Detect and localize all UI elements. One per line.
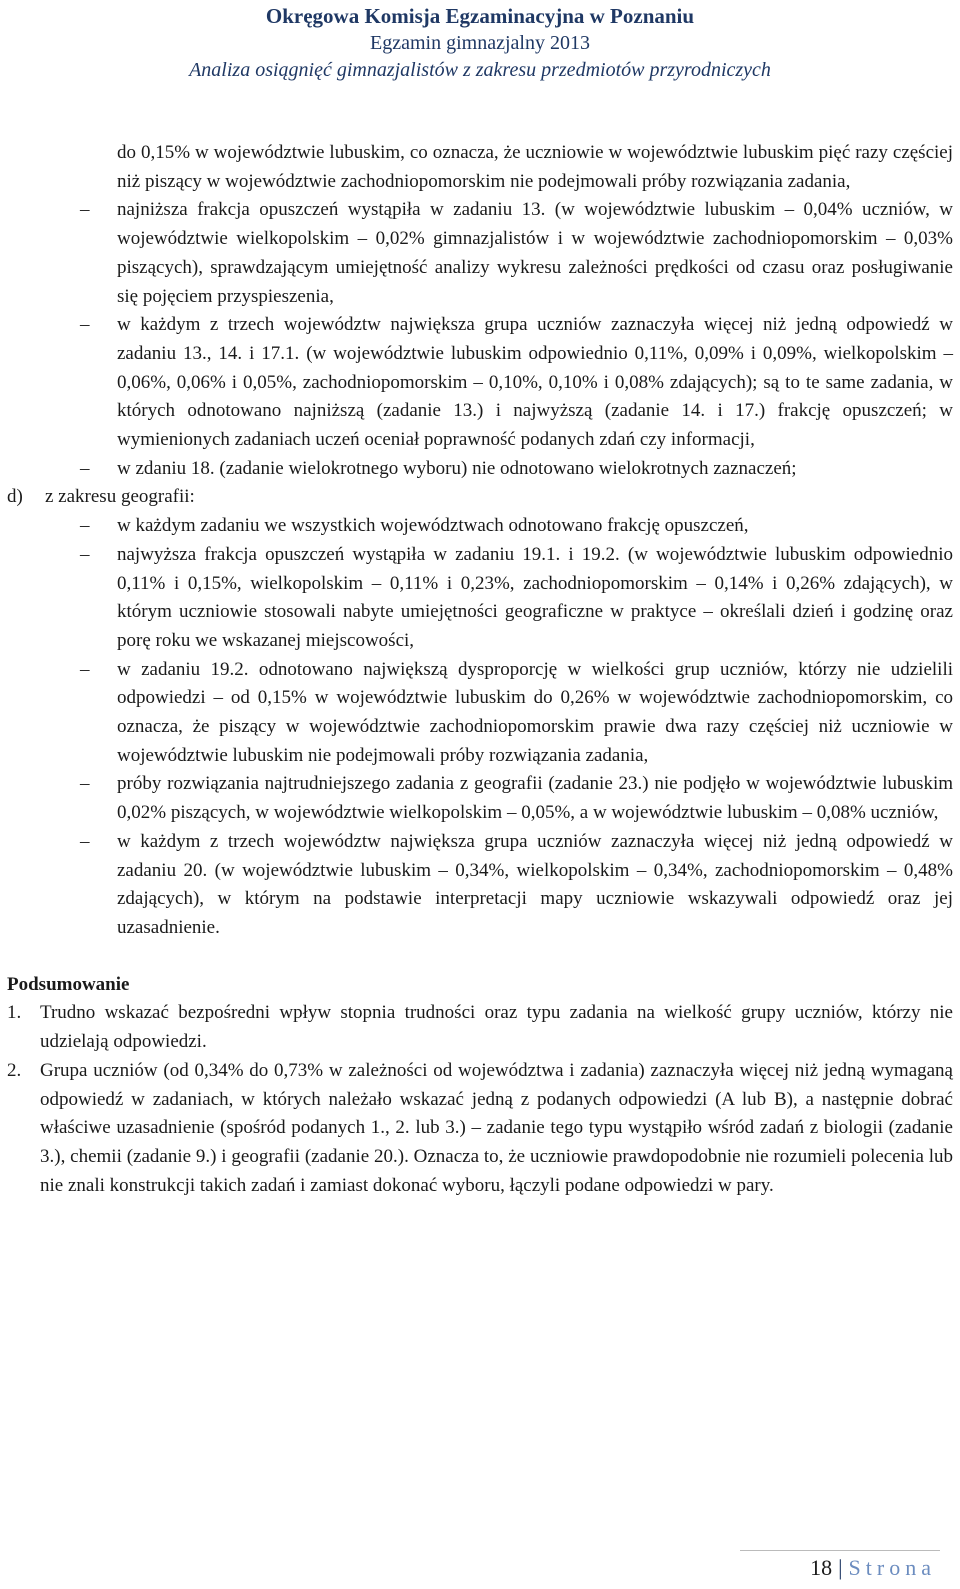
footer-divider xyxy=(740,1550,940,1551)
summary-item-number: 1. xyxy=(7,1002,22,1024)
list-item-text: w każdym zadaniu we wszystkich województwach odnotowano frakcję opuszczeń, xyxy=(117,515,749,537)
list-item xyxy=(7,770,953,827)
list-item-text: w zdaniu 18. (zadanie wielokrotnego wyboru) nie odnotowano wielokrotnych zaznaczeń; xyxy=(117,457,797,479)
section-marker: d) xyxy=(7,486,23,508)
list-item xyxy=(7,196,953,311)
list-item-text: w każdym z trzech województw największa grupa uczniów zaznaczyła więcej niż jedną odpowiedź w zadaniu 20. (w województwie lubuskim – 0,34%, wielkopolskim – 0,34%, zachodniopomorskim – 0,48% zdających), w którym na podstawie interpretacji mapy uczniowie wskazywali odpowiedź oraz jej uzasadnienie. xyxy=(117,830,953,938)
list-item xyxy=(7,541,953,656)
summary-item-text: Trudno wskazać bezpośredni wpływ stopnia trudności oraz typu zadania na wielkość grupy uczniów, którzy nie udzielają odpowiedzi. xyxy=(40,1002,953,1053)
list-item-text: w zadaniu 19.2. odnotowano największą dysproporcję w wielkości grup uczniów, którzy nie udzielili odpowiedzi – od 0,15% w województwie lubuskim do 0,26% w województwie zachodniopomorskim, co oznacza, że piszący w województwie zachodniopomorskim prawie dwa razy częściej niż uczniowie w województwie lubuskim nie podejmowali próby rozwiązania zadania, xyxy=(117,658,953,766)
page-footer xyxy=(810,1555,936,1581)
header-subtitle: Analiza osiągnięć gimnazjalistów z zakresu przedmiotów przyrodniczych xyxy=(189,59,771,81)
dash-bullet: – xyxy=(80,773,90,795)
footer-separator: | xyxy=(838,1555,843,1580)
summary-heading: Podsumowanie xyxy=(7,973,130,995)
list-item xyxy=(7,455,953,484)
list-item-text: najwyższa frakcja opuszczeń wystąpiła w zadaniu 19.1. i 19.2. (w województwie lubuskim odpowiednio 0,11% i 0,15%, wielkopolskim – 0,11% i 0,23%, zachodniopomorskim – 0,14% i 0,26% zdających), w którym uczniowie stosowali nabyte umiejętności geograficzne w praktyce – określali dzień i godzinę oraz porę roku we wskazanej miejscowości, xyxy=(117,543,953,651)
section-title: z zakresu geografii: xyxy=(45,486,195,508)
dash-bullet: – xyxy=(80,314,90,336)
dash-bullet: – xyxy=(80,543,90,565)
page-label: Strona xyxy=(848,1555,936,1580)
dash-bullet: – xyxy=(80,658,90,680)
summary-item-number: 2. xyxy=(7,1059,22,1081)
header-exam: Egzamin gimnazjalny 2013 xyxy=(370,32,590,54)
page-number: 18 xyxy=(810,1555,833,1580)
section-d-heading xyxy=(7,483,953,512)
summary-item xyxy=(7,1057,953,1201)
list-item xyxy=(7,311,953,455)
list-item-text: najniższa frakcja opuszczeń wystąpiła w zadaniu 13. (w województwie lubuskim – 0,04% uczniów, w województwie wielkopolskim – 0,02% gimnazjalistów i w województwie zachodniopomorskim – 0,03% piszących), sprawdzającym umiejętność analizy wykresu zależności prędkości od czasu oraz posługiwanie się pojęciem przyspieszenia, xyxy=(117,199,953,307)
dash-bullet: – xyxy=(80,830,90,852)
dash-bullet: – xyxy=(80,457,90,479)
list-item xyxy=(7,512,953,541)
continuation-paragraph: do 0,15% w województwie lubuskim, co oznacza, że uczniowie w województwie lubuskim pięć razy częściej niż piszący w województwie zachodniopomorskim nie podejmowali próby rozwiązania zadania, xyxy=(117,142,953,192)
header-institution: Okręgowa Komisja Egzaminacyjna w Poznaniu xyxy=(265,4,695,28)
list-item-text: próby rozwiązania najtrudniejszego zadania z geografii (zadanie 23.) nie podjęło w województwie lubuskim 0,02% piszących, w województwie wielkopolskim – 0,05%, a w województwie lubuskim – 0,08% uczniów, xyxy=(117,773,953,824)
page-header xyxy=(0,0,960,84)
dash-bullet: – xyxy=(80,515,90,537)
summary-item-text: Grupa uczniów (od 0,34% do 0,73% w zależności od województwa i zadania) zaznaczyła więcej niż jedną wymaganą odpowiedź w zadaniach, w których należało wskazać jedną z podanych odpowiedzi (A lub B), a następnie dobrać właściwe uzasadnienie (spośród podanych 1., 2. lub 3.) – zadanie tego typu wystąpiło wśród zadań z biologii (zadanie 3.), chemii (zadanie 9.) i geografii (zadanie 20.). Oznacza to, że uczniowie prawdopodobnie nie rozumieli polecenia lub nie znali konstrukcji takich zadań i zamiast dokonać wyboru, łączyli podane odpowiedzi w pary. xyxy=(40,1059,953,1196)
summary-item xyxy=(7,999,953,1056)
list-item-text: w każdym z trzech województw największa grupa uczniów zaznaczyła więcej niż jedną odpowiedź w zadaniu 13., 14. i 17.1. (w województwie lubuskim odpowiednio 0,11%, 0,09% i 0,09%, wielkopolskim – 0,06%, 0,06% i 0,05%, zachodniopomorskim – 0,10%, 0,10% i 0,08% zdających); są to te same zadania, w których odnotowano najniższą (zadanie 13.) i najwyższą (zadanie 14. i 17.) frakcję opuszczeń; w wymienionych zadaniach uczeń oceniał poprawność podanych zdań czy informacji, xyxy=(117,314,953,451)
document-body xyxy=(7,139,953,1200)
dash-bullet: – xyxy=(80,199,90,221)
list-item xyxy=(7,828,953,943)
list-item xyxy=(7,656,953,771)
